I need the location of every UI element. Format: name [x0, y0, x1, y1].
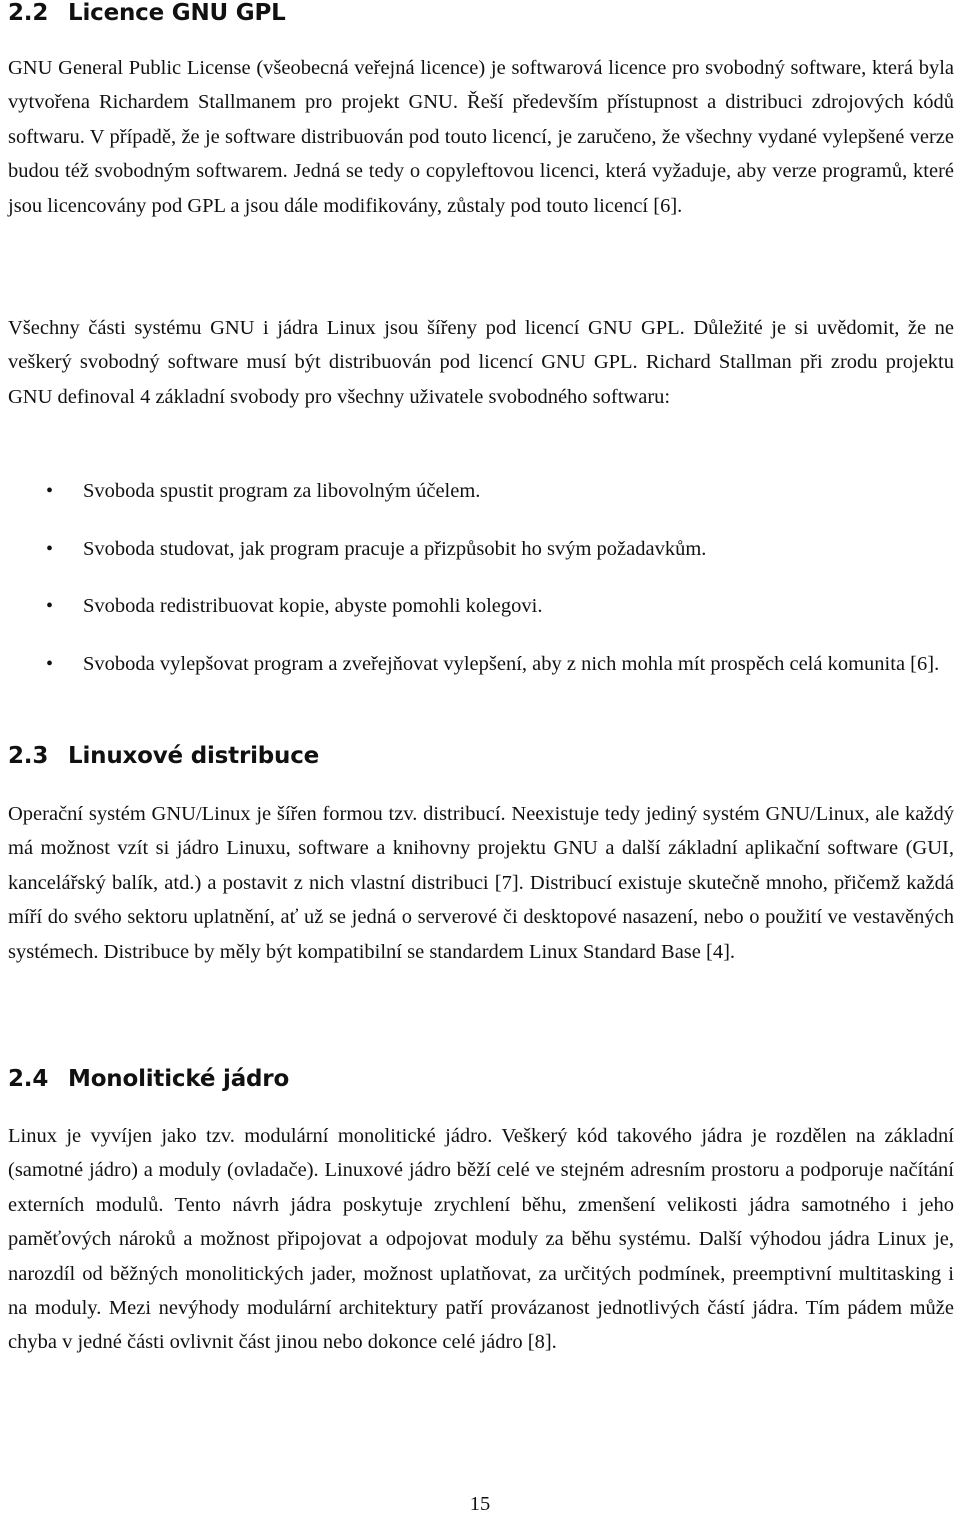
list-item-text: Svoboda studovat, jak program pracuje a přizpůsobit ho svým požadavkům.: [83, 538, 707, 560]
bullet-icon: •: [46, 538, 54, 560]
section-title: Linuxové distribuce: [68, 743, 320, 769]
distributions-paragraph: Operační systém GNU/Linux je šířen formou tzv. distribucí. Neexistuje tedy jediný systém GNU/Linux, ale každý má možnost vzít si jádro Linuxu, software a knihovny projektu GNU a další základní aplikační software (GUI, kancelářský balík, atd.) a postavit z nich vlastní distribuci [7]. Distribucí existuje skutečně mnoho, přičemž každá míří do svého sektoru uplatnění, ať už se jedná o serverové či desktopové nasazení, nebo o použití ve vestavěných systémech. Distribuce by měly být kompatibilní se standardem Linux Standard Base [4].: [8, 803, 954, 963]
kernel-paragraph: Linux je vyvíjen jako tzv. modulární monolitické jádro. Veškerý kód takového jádra je rozdělen na základní (samotné jádro) a moduly (ovladače). Linuxové jádro běží celé ve stejném adresním prostoru a podporuje načítání externích modulů. Tento návrh jádra poskytuje zrychlení běhu, zmenšení velikosti jádra samotného i jeho paměťových nároků a možnost připojovat a odpojovat moduly za běhu systému. Další výhodou jádra Linux je, narozdíl od běžných monolitických jader, možnost uplatňovat, za určitých podmínek, preemptivní multitasking i na moduly. Mezi nevýhody modulární architektury patří provázanost jednotlivých částí jádra. Tím pádem může chyba v jedné části ovlivnit část jinou nebo dokonce celé jádro [8].: [8, 1125, 954, 1354]
section-title: Monolitické jádro: [68, 1066, 290, 1092]
section-number: 2.3: [8, 743, 49, 769]
list-item: [8, 474, 960, 508]
section-number: 2.2: [8, 0, 49, 26]
page-number: 15: [469, 1493, 491, 1515]
list-item: [8, 589, 960, 623]
section-heading-distributions: [8, 743, 319, 769]
list-item-text: Svoboda spustit program za libovolným účelem.: [83, 480, 481, 502]
section-number: 2.4: [8, 1066, 49, 1092]
section-title: Licence GNU GPL: [68, 0, 286, 26]
gpl-paragraph-1: GNU General Public License (všeobecná veřejná licence) je softwarová licence pro svobodný software, která byla vytvořena Richardem Stallmanem pro projekt GNU. Řeší především přístupnost a distribuci zdrojových kódů softwaru. V případě, že je software distribuován pod touto licencí, je zaručeno, že všechny vydané vylepšené verze budou též svobodným softwarem. Jedná se tedy o copyleftovou licenci, která vyžaduje, aby verze programů, které jsou licencovány pod GPL a jsou dále modifikovány, zůstaly pod touto licencí [6].: [8, 57, 954, 217]
list-item: [8, 532, 960, 566]
bullet-icon: •: [46, 480, 54, 502]
bullet-icon: •: [46, 653, 54, 675]
list-item-text: Svoboda redistribuovat kopie, abyste pomohli kolegovi.: [83, 595, 543, 617]
bullet-icon: •: [46, 595, 54, 617]
section-heading-kernel: [8, 1066, 289, 1092]
list-item-text: Svoboda vylepšovat program a zveřejňovat vylepšení, aby z nich mohla mít prospěch celá komunita [6].: [83, 653, 940, 675]
section-heading-gpl: [8, 0, 286, 26]
list-item: [8, 647, 960, 681]
gpl-paragraph-2: Všechny části systému GNU i jádra Linux jsou šířeny pod licencí GNU GPL. Důležité je si uvědomit, že ne veškerý svobodný software musí být distribuován pod licencí GNU GPL. Richard Stallman při zrodu projektu GNU definoval 4 základní svobody pro všechny uživatele svobodného softwaru:: [8, 317, 954, 408]
